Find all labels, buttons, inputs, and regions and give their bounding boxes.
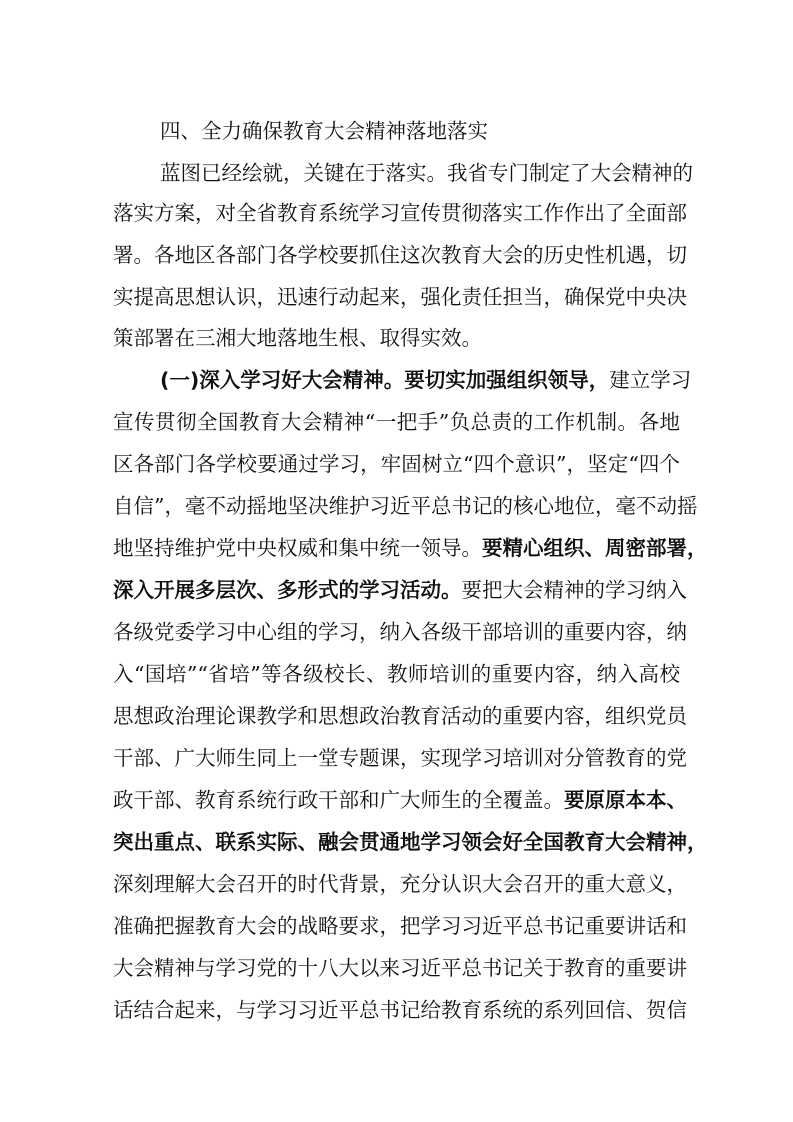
paragraph-line xyxy=(113,575,687,605)
bold-lead: 突出重点、联系实际、融会贯通地学习领会好全国教育大会精神， xyxy=(113,830,708,854)
bold-lead: (一)深入学习好大会精神。要切实加强组织领导， xyxy=(160,368,610,392)
paragraph-line: 大会精神与学习党的十八大以来习近平总书记关于教育的重要讲 xyxy=(113,956,687,980)
paragraph-line: 署。各地区各部门各学校要抓住这次教育大会的历史性机遇，切 xyxy=(113,243,687,267)
paragraph-line: 区各部门各学校要通过学习，牢固树立“四个意识”，坚定“四个 xyxy=(113,452,680,476)
paragraph-line xyxy=(113,533,708,563)
paragraph-line xyxy=(113,827,708,857)
paragraph-line: 入“国培”“省培”等各级校长、教师培训的重要内容，纳入高校 xyxy=(113,662,680,686)
section-heading: 四、全力确保教育大会精神落地落实 xyxy=(160,119,488,143)
text-run: 政干部、教育系统行政干部和广大师生的全覆盖。 xyxy=(113,788,564,812)
bold-lead: 要原原本本、 xyxy=(564,788,687,812)
paragraph-line xyxy=(160,365,692,395)
paragraph-line: 准确把握教育大会的战略要求，把学习习近平总书记重要讲话和 xyxy=(113,914,687,938)
bold-lead: 要精心组织、周密部署， xyxy=(482,536,708,560)
paragraph-line: 策部署在三湘大地落地生根、取得实效。 xyxy=(113,326,482,350)
paragraph-line: 干部、广大师生同上一堂专题课，实现学习培训对分管教育的党 xyxy=(113,746,687,770)
paragraph-line: 自信”，毫不动摇地坚决维护习近平总书记的核心地位，毫不动摇 xyxy=(113,494,698,518)
paragraph-line: 各级党委学习中心组的学习，纳入各级干部培训的重要内容，纳 xyxy=(113,620,687,644)
paragraph-line: 话结合起来，与学习习近平总书记给教育系统的系列回信、贺信 xyxy=(113,998,687,1022)
paragraph-line xyxy=(113,785,687,815)
text-run: 建立学习 xyxy=(609,368,692,392)
bold-lead: 深入开展多层次、多形式的学习活动。 xyxy=(113,578,462,602)
paragraph-line: 落实方案，对全省教育系统学习宣传贯彻落实工作作出了全面部 xyxy=(113,201,687,225)
paragraph-line: 实提高思想认识，迅速行动起来，强化责任担当，确保党中央决 xyxy=(113,285,687,309)
paragraph-line: 蓝图已经绘就，关键在于落实。我省专门制定了大会精神的 xyxy=(160,161,693,185)
text-run: 地坚持维护党中央权威和集中统一领导。 xyxy=(113,536,482,560)
paragraph-line: 深刻理解大会召开的时代背景，充分认识大会召开的重大意义， xyxy=(113,872,687,896)
text-run: 要把大会精神的学习纳入 xyxy=(461,578,687,602)
paragraph-line: 思想政治理论课教学和思想政治教育活动的重要内容，组织党员 xyxy=(113,704,687,728)
paragraph-line: 宣传贯彻全国教育大会精神“一把手”负总责的工作机制。各地 xyxy=(113,410,680,434)
